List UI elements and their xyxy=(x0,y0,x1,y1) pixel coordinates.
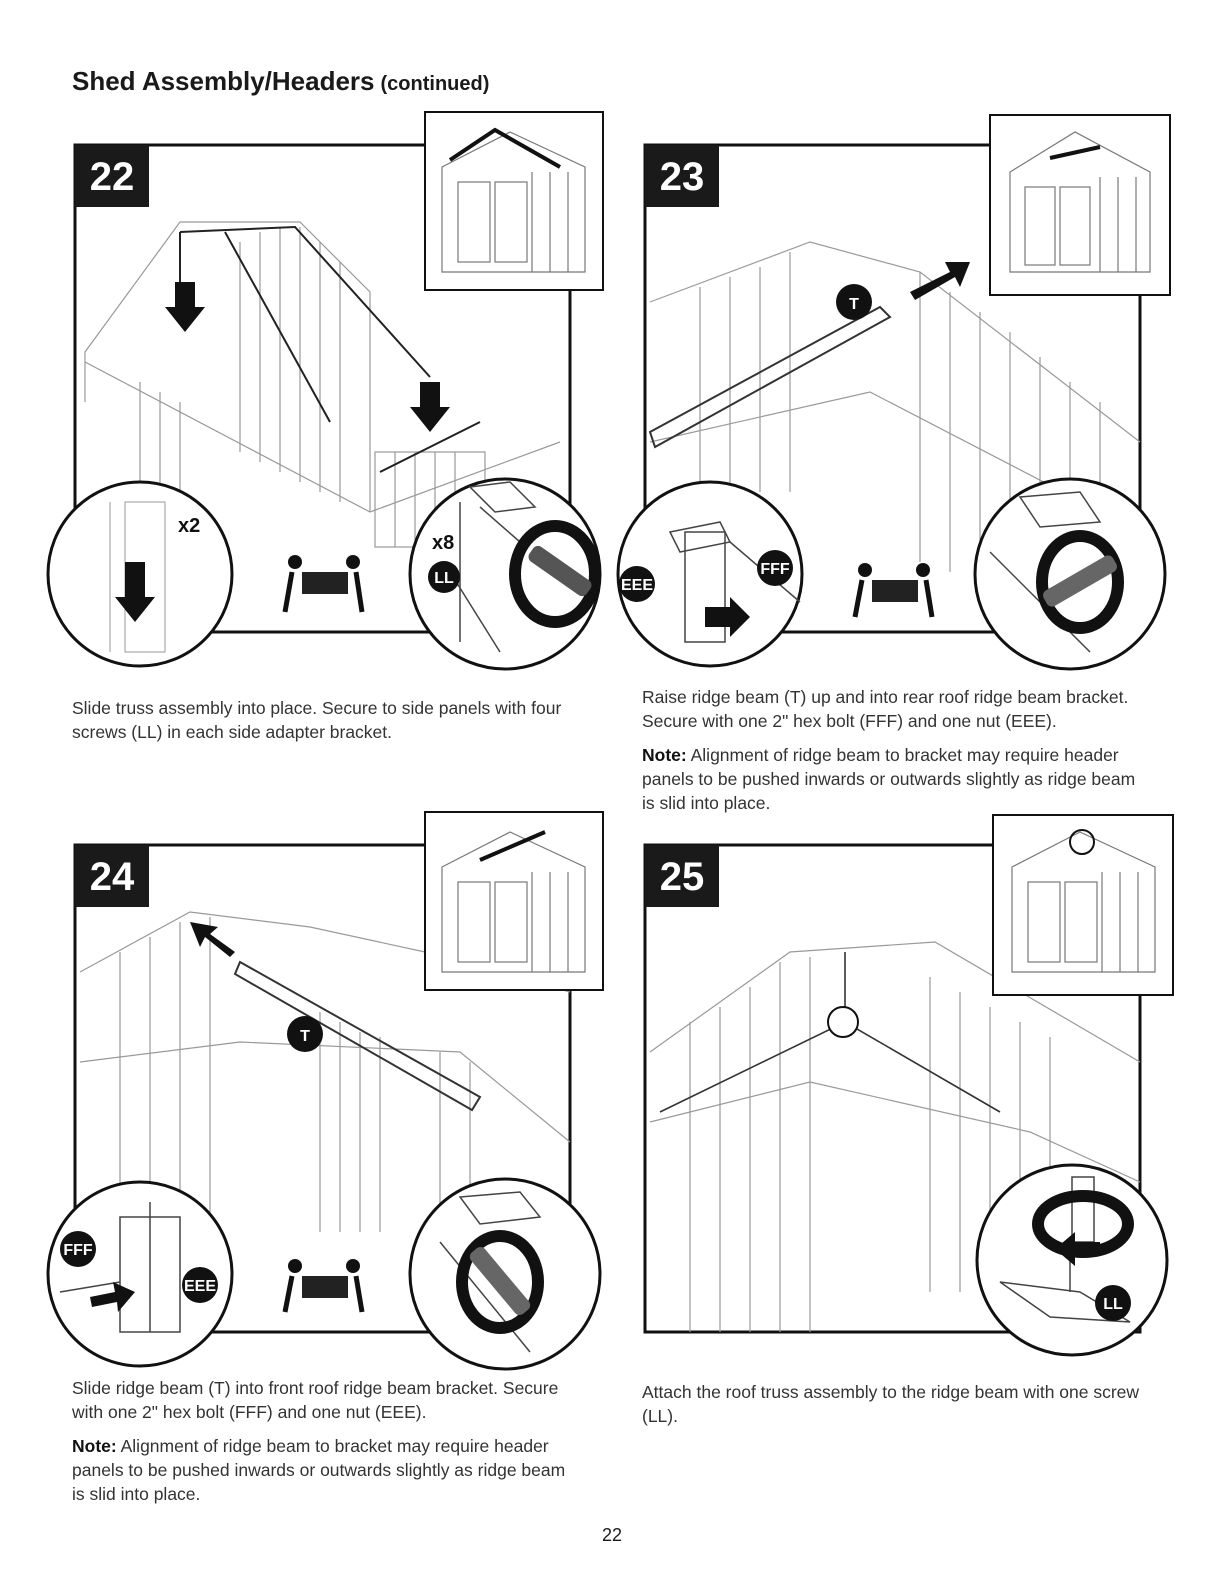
caption-note xyxy=(642,743,1152,815)
caption-text: Raise ridge beam (T) up and into rear roof ridge beam bracket. Secure with one 2" hex bolt (FFF) and one nut (EEE). xyxy=(642,687,1129,731)
caption-text: Slide truss assembly into place. Secure to side panels with four screws (LL) in each side adapter bracket. xyxy=(72,698,562,742)
step-22 xyxy=(40,112,580,672)
note-label: Note: xyxy=(642,745,687,765)
step-number: 23 xyxy=(659,155,705,199)
caption-note xyxy=(72,1434,582,1506)
step-number: 25 xyxy=(659,855,705,899)
part-label-fff: FFF xyxy=(760,561,790,578)
part-label-ll: LL xyxy=(434,570,454,587)
step-23-caption xyxy=(642,685,1152,825)
part-label-eee: EEE xyxy=(620,577,654,594)
part-label-t: T xyxy=(300,1028,310,1045)
step-25-illustration xyxy=(610,812,1175,1372)
step-22-illustration xyxy=(40,112,605,672)
page-title-main: Shed Assembly/Headers xyxy=(72,66,375,96)
note-label: Note: xyxy=(72,1436,117,1456)
detail-callout-marker xyxy=(828,1007,858,1037)
page-title xyxy=(72,66,489,97)
step-25-caption xyxy=(642,1380,1152,1438)
part-label-eee: EEE xyxy=(183,1278,217,1295)
caption-text: Slide ridge beam (T) into front roof ridge beam bracket. Secure with one 2" hex bolt (FFF) and one nut (EEE). xyxy=(72,1378,559,1422)
part-label-t: T xyxy=(849,296,859,313)
page-number: 22 xyxy=(601,1525,623,1545)
step-23 xyxy=(610,112,1150,672)
step-number: 22 xyxy=(89,155,135,199)
note-text: Alignment of ridge beam to bracket may require header panels to be pushed inwards or outwards slightly as ridge beam is slid into place. xyxy=(642,745,1136,813)
step-24-caption xyxy=(72,1376,582,1516)
count-x8: x8 xyxy=(432,532,455,554)
part-label-fff: FFF xyxy=(63,1242,93,1259)
step-number: 24 xyxy=(89,855,135,899)
step-24-illustration xyxy=(40,812,605,1372)
step-22-caption xyxy=(72,696,582,754)
part-label-ll: LL xyxy=(1103,1296,1123,1313)
page-title-suffix: (continued) xyxy=(380,73,490,95)
count-x2: x2 xyxy=(178,515,201,537)
note-text: Alignment of ridge beam to bracket may require header panels to be pushed inwards or outwards slightly as ridge beam is slid into place. xyxy=(72,1436,566,1504)
step-25 xyxy=(610,812,1150,1372)
detail-circle-right xyxy=(975,479,1165,669)
step-23-illustration xyxy=(610,112,1175,672)
step-24 xyxy=(40,812,580,1372)
caption-text: Attach the roof truss assembly to the ridge beam with one screw (LL). xyxy=(642,1382,1140,1426)
